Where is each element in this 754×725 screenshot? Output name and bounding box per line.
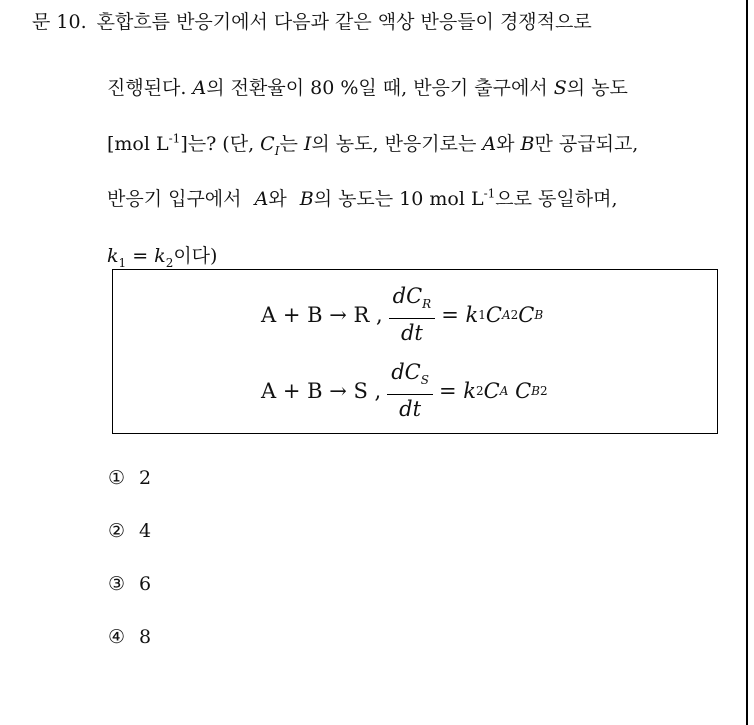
subscript: B [531,383,540,398]
fraction-numerator [387,358,433,395]
fraction-numerator [389,282,436,319]
concentration: C [485,302,502,327]
text-fragment: 와 [496,133,515,155]
text-fragment: 진행된다. [107,77,187,99]
subscript: 2 [476,383,484,398]
choice-value: 2 [139,467,152,489]
unit: [mol L [107,133,169,155]
concentration: C [518,302,535,327]
text-fragment: 의 농도, 반응기로는 [311,133,477,155]
reaction-equation-r [261,282,543,347]
subscript: 1 [118,255,127,270]
question-line-2 [107,73,628,100]
reaction-equation-s [261,358,548,423]
text-fragment: ]는? (단, [180,133,255,155]
variable-s: S [553,77,567,99]
text-fragment: 만 공급되고, [534,133,639,155]
reaction-lhs: A + B → S , [261,378,382,403]
fraction-denominator [399,395,421,423]
equals-sign: = [441,302,459,327]
superscript: 2 [510,307,519,322]
subscript: A [501,307,511,322]
text-fragment: 반응기 입구에서 [107,188,242,210]
denominator-text: dt [400,321,423,346]
reaction-lhs: A + B → R , [261,302,383,327]
variable-b: B [520,133,535,155]
right-margin-rule [746,0,748,725]
question-line-5 [107,241,217,270]
choice-3[interactable] [108,573,151,595]
equals-sign: = [438,378,457,403]
choice-2[interactable] [108,520,151,542]
choice-marker: ④ [108,626,126,648]
text-fragment: 는 [279,133,298,155]
text-fragment: 의 전환율이 80 %일 때, 반응기 출구에서 [206,77,548,99]
question-number: 문 10. [32,11,87,33]
concentration: C [483,378,500,403]
choice-marker: ① [108,467,126,489]
unit-exponent: -1 [168,131,181,146]
choice-1[interactable] [108,467,151,489]
choice-value: 4 [139,520,152,542]
question-text: 혼합흐름 반응기에서 다음과 같은 액상 반응들이 경쟁적으로 [96,11,592,33]
text-fragment: 의 농도 [566,77,628,99]
choice-value: 6 [139,573,152,595]
text-fragment: 으로 동일하며, [495,188,618,210]
question-line-4 [107,184,618,211]
superscript: 2 [540,383,548,398]
subscript: I [274,143,280,158]
reaction-box [112,269,718,434]
variable-k: k [154,245,166,267]
variable-i: I [303,133,312,155]
text-fragment: 의 농도는 10 mol L [313,188,484,210]
unit-exponent: -1 [483,186,496,201]
text-fragment: 와 [268,188,287,210]
question-line-3 [107,129,638,158]
choice-marker: ② [108,520,126,542]
rate-constant: k [465,302,479,327]
variable-a: A [482,133,497,155]
rate-fraction [387,358,433,423]
subscript: B [534,307,544,322]
subscript: R [422,297,432,312]
question-line-1 [32,7,592,34]
subscript: 1 [478,307,486,322]
variable-c: C [260,133,275,155]
rate-fraction [389,282,436,347]
subscript: S [420,373,429,388]
variable-a: A [254,188,269,210]
variable-a: A [192,77,207,99]
variable-k: k [107,245,119,267]
choice-4[interactable] [108,626,151,648]
rate-constant: k [463,378,477,403]
fraction-denominator [401,319,423,347]
numerator-text: dC [392,284,423,308]
numerator-text: dC [391,360,421,384]
subscript: 2 [165,255,174,270]
choice-marker: ③ [108,573,126,595]
subscript: A [499,383,509,398]
variable-b: B [299,188,314,210]
choice-value: 8 [139,626,152,648]
denominator-text: dt [399,397,422,422]
equals-sign: = [132,245,149,267]
text-fragment: 이다) [173,245,218,267]
concentration: C [515,378,532,403]
